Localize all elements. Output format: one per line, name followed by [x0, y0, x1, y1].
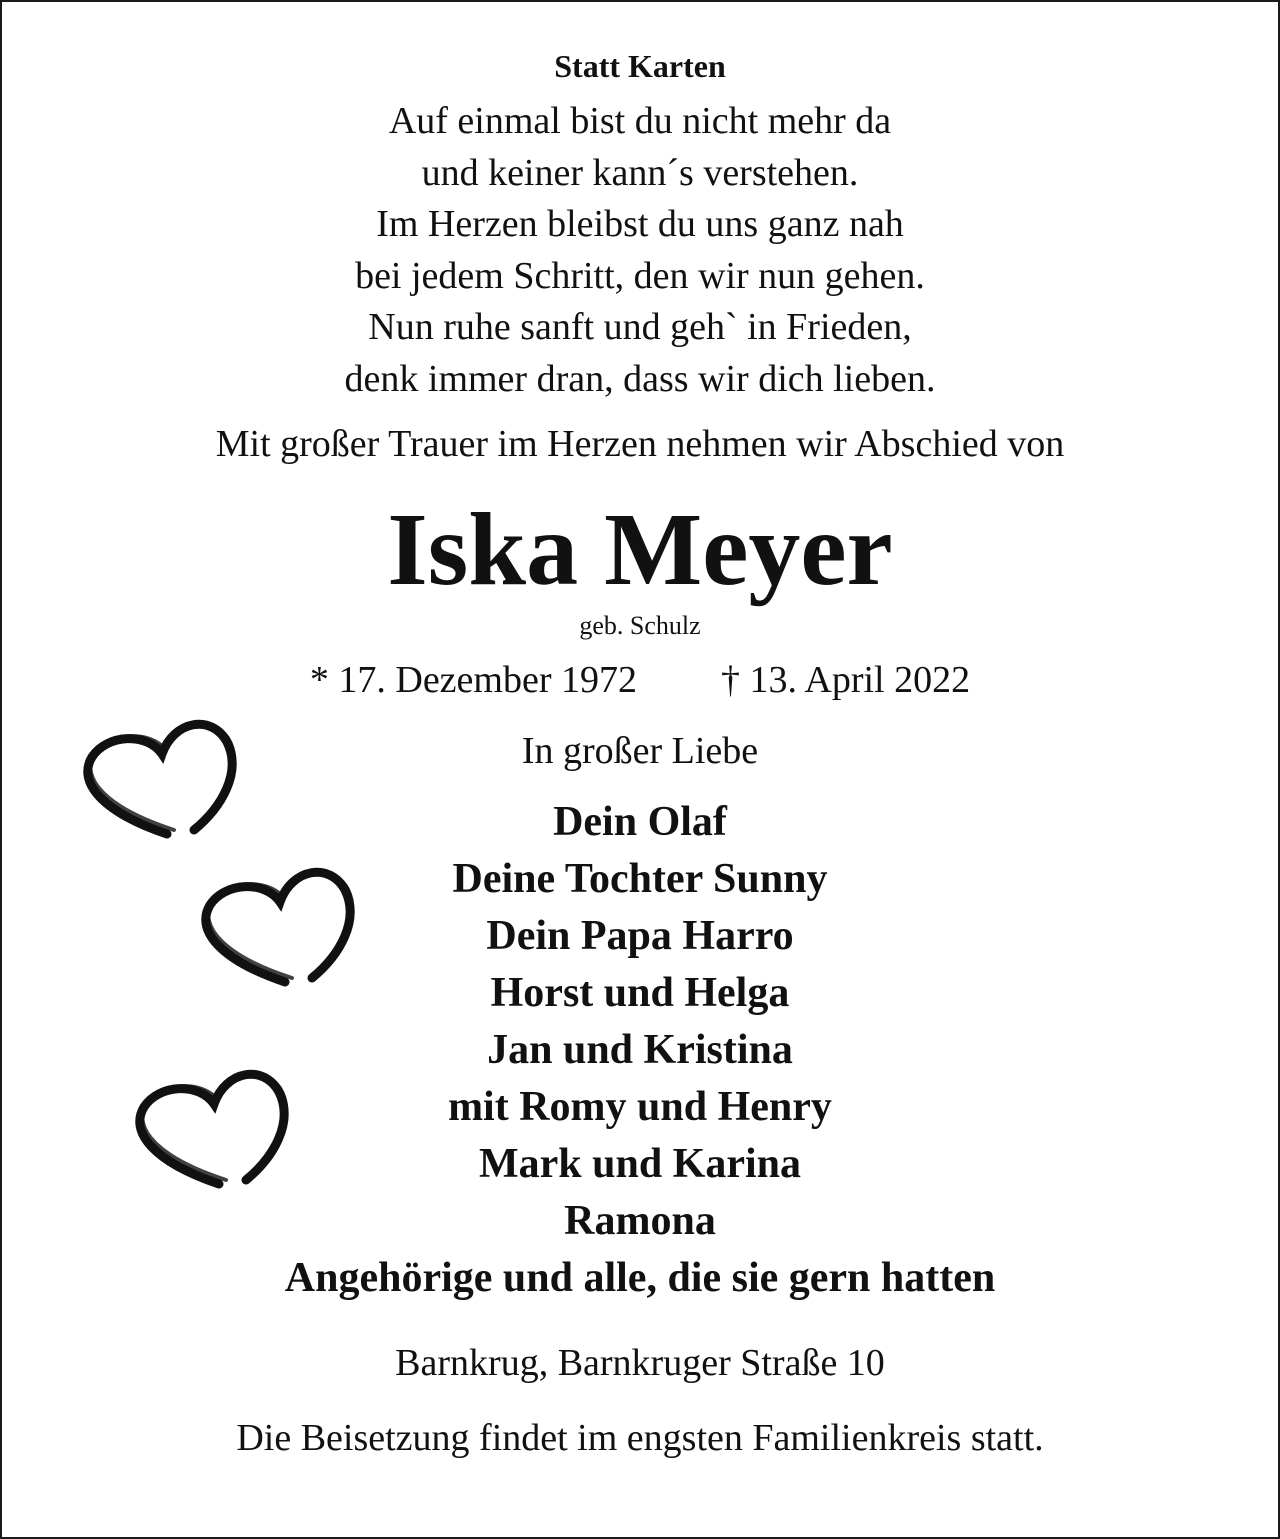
love-line: In großer Liebe	[521, 730, 759, 772]
family-member: Mark und Karina	[478, 1141, 802, 1187]
header-title: Statt Karten	[554, 48, 726, 84]
maiden-name: geb. Schulz	[579, 611, 701, 640]
death-date: † 13. April 2022	[721, 659, 971, 701]
heart-outline-icon	[180, 850, 380, 1030]
verse-line: denk immer dran, dass wir dich lieben.	[344, 357, 936, 400]
family-member: mit Romy und Henry	[448, 1084, 832, 1130]
burial-note: Die Beisetzung findet im engsten Familienkreis statt.	[236, 1417, 1044, 1459]
family-member: Angehörige und alle, die sie gern hatten	[284, 1255, 996, 1301]
verse-line: Im Herzen bleibst du uns ganz nah	[376, 203, 904, 245]
verse-line: und keiner kann´s verstehen.	[421, 151, 859, 194]
verse-poem	[2, 96, 1278, 405]
family-member: Deine Tochter Sunny	[452, 856, 828, 902]
family-member: Dein Papa Harro	[486, 913, 794, 959]
address-line: Barnkrug, Barnkruger Straße 10	[395, 1342, 885, 1384]
verse-line: Nun ruhe sanft und geh` in Frieden,	[368, 306, 912, 348]
heart-outline-icon	[114, 1052, 314, 1232]
family-member: Ramona	[564, 1198, 716, 1244]
family-member: Horst und Helga	[490, 970, 790, 1016]
intro-line: Mit großer Trauer im Herzen nehmen wir Abschied von	[215, 423, 1065, 465]
verse-line: bei jedem Schritt, den wir nun gehen.	[355, 254, 925, 297]
verse-line: Auf einmal bist du nicht mehr da	[388, 100, 892, 142]
family-member: Jan und Kristina	[487, 1027, 793, 1073]
life-dates	[2, 654, 1278, 706]
deceased-name: Iska Meyer	[387, 492, 893, 607]
birth-date: * 17. Dezember 1972	[309, 659, 637, 701]
family-member: Dein Olaf	[553, 799, 727, 845]
